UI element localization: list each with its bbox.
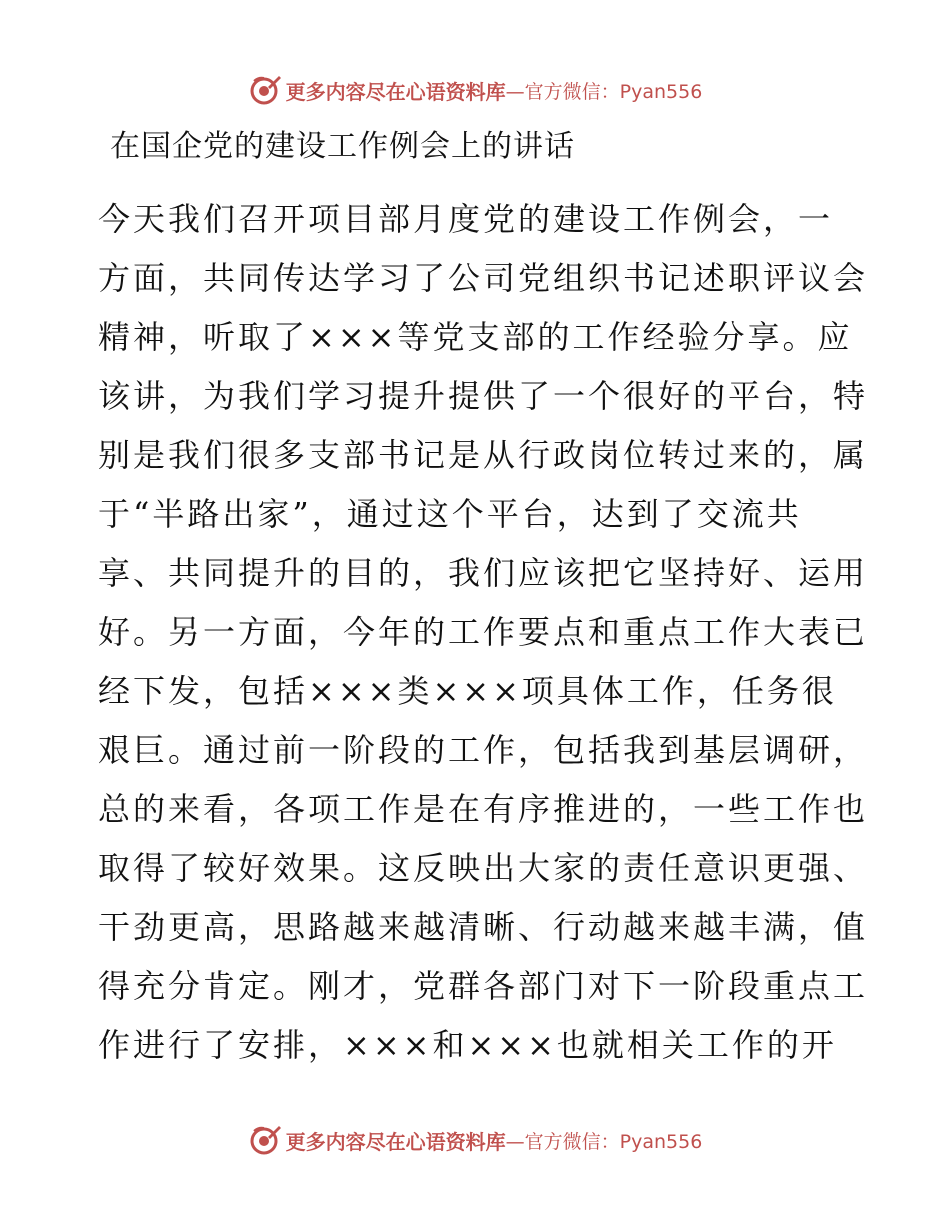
document-title: 在国企党的建设工作例会上的讲话 bbox=[110, 129, 575, 164]
body-line: 经下发，包括×××类×××项具体工作，任务很 bbox=[98, 672, 837, 710]
body-line: 艰巨。通过前一阶段的工作，包括我到基层调研， bbox=[98, 731, 869, 769]
pen-logo-icon bbox=[248, 73, 282, 107]
body-line: 于“半路出家”，通过这个平台，达到了交流共 bbox=[98, 495, 802, 533]
body-line: 干劲更高，思路越来越清晰、行动越来越丰满，值 bbox=[98, 908, 869, 946]
footer-banner bbox=[0, 1120, 950, 1160]
header-brand-text: 更多内容尽在心语资料库 bbox=[285, 79, 506, 104]
header-contact-text: —官方微信：Pyan556 bbox=[505, 80, 703, 103]
body-line: 好。另一方面，今年的工作要点和重点工作大表已 bbox=[98, 613, 869, 651]
header-banner bbox=[0, 70, 950, 110]
body-line: 作进行了安排，×××和×××也就相关工作的开 bbox=[98, 1026, 837, 1064]
body-line: 方面，共同传达学习了公司党组织书记述职评议会 bbox=[98, 259, 869, 297]
body-line: 别是我们很多支部书记是从行政岗位转过来的，属 bbox=[98, 436, 869, 474]
pen-logo-icon bbox=[248, 1123, 282, 1157]
body-line: 总的来看，各项工作是在有序推进的，一些工作也 bbox=[98, 790, 869, 828]
body-line: 享、共同提升的目的，我们应该把它坚持好、运用 bbox=[98, 554, 869, 592]
body-line: 精神，听取了×××等党支部的工作经验分享。应 bbox=[98, 318, 853, 356]
body-line: 取得了较好效果。这反映出大家的责任意识更强、 bbox=[98, 849, 869, 887]
body-line: 该讲，为我们学习提升提供了一个很好的平台，特 bbox=[98, 377, 869, 415]
body-line: 得充分肯定。刚才，党群各部门对下一阶段重点工 bbox=[98, 967, 869, 1005]
footer-brand-text: 更多内容尽在心语资料库 bbox=[285, 1129, 506, 1154]
footer-contact-text: —官方微信：Pyan556 bbox=[505, 1130, 703, 1153]
body-line: 今天我们召开项目部月度党的建设工作例会，一 bbox=[98, 200, 834, 238]
